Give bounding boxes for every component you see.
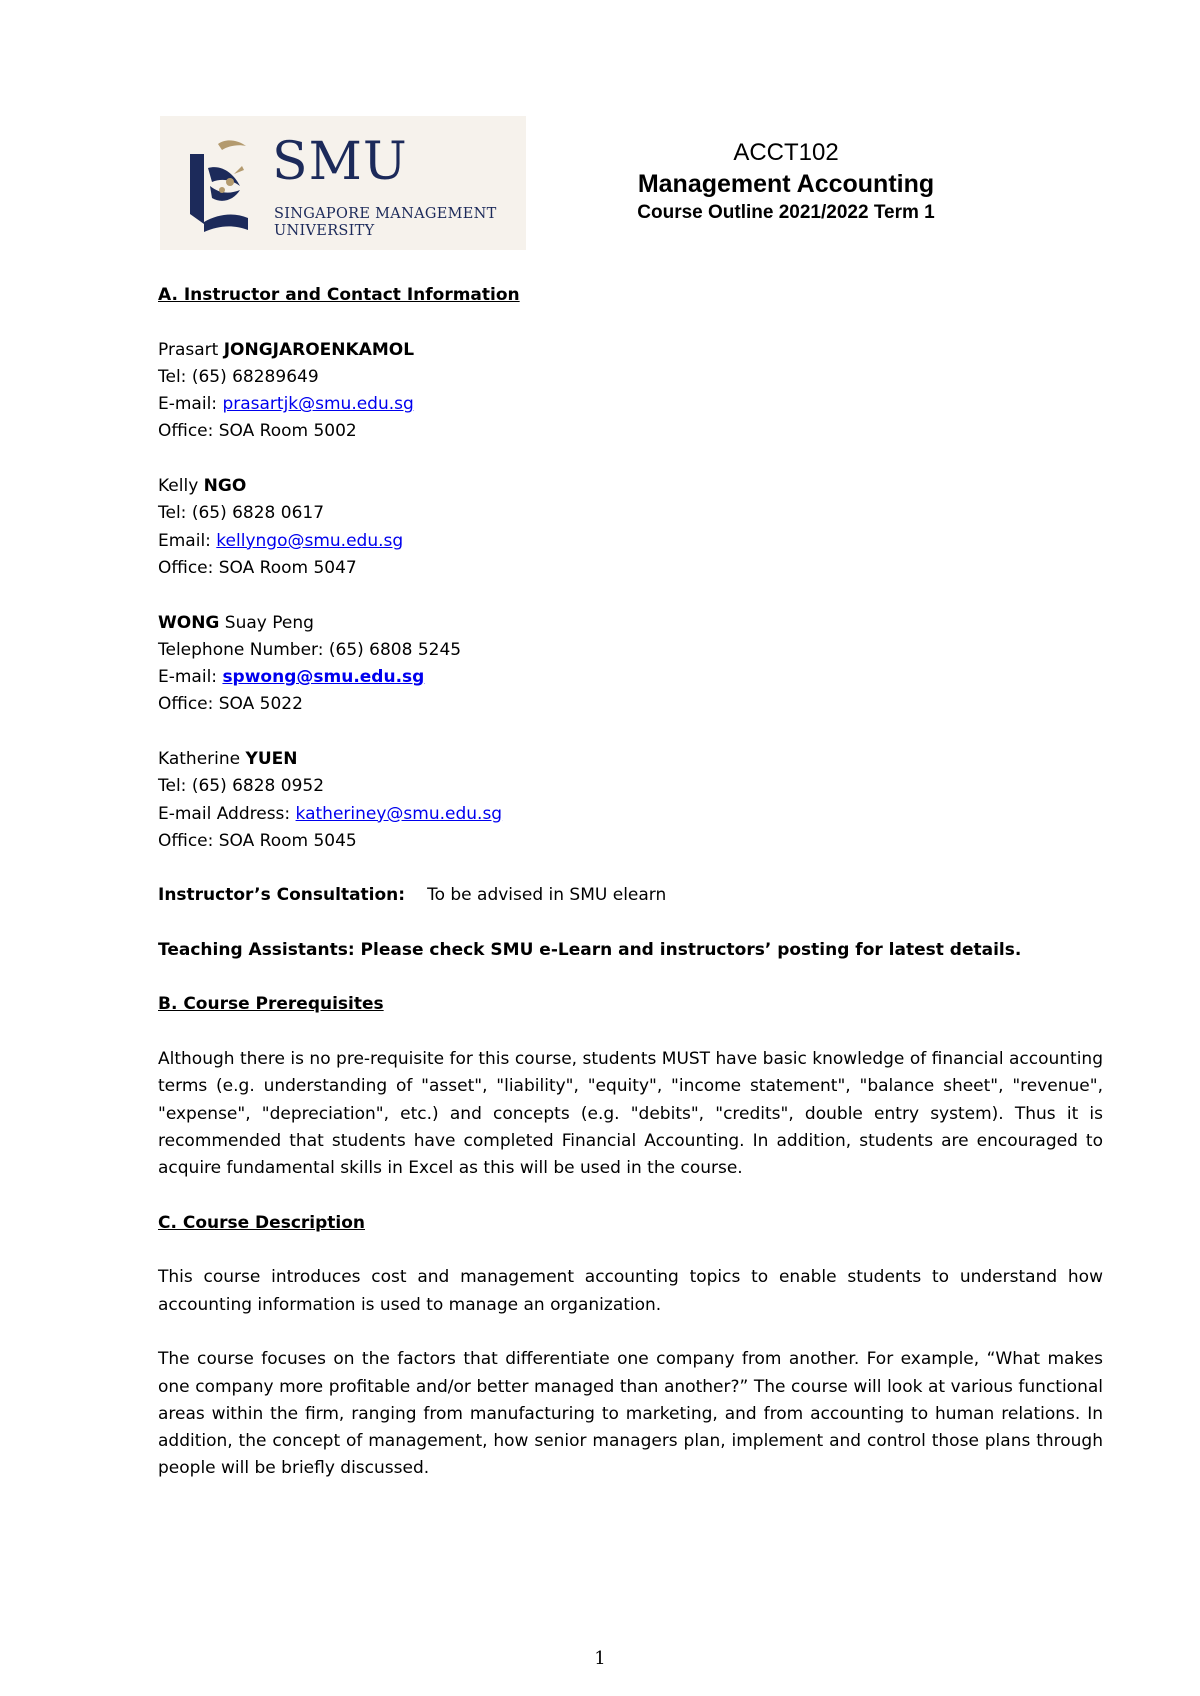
logo-wordmark: SMU <box>272 132 408 192</box>
tel-label: Tel: <box>158 366 192 387</box>
instructor-tel <box>158 364 1103 391</box>
instructor-name <box>158 473 1103 500</box>
email-label: E-mail: <box>158 667 223 688</box>
tel-value: (65) 6828 0617 <box>191 503 325 524</box>
tel-value: (65) 6828 0952 <box>191 776 325 797</box>
consultation-line <box>158 882 1103 909</box>
instructor-last-name: NGO <box>203 476 247 497</box>
instructor-email <box>158 391 1103 418</box>
instructor-tel <box>158 637 1103 664</box>
description-paragraph-1: This course introduces cost and management accounting topics to enable students to understand how accounting information is used to manage an organization. <box>158 1267 1103 1315</box>
consultation-label: Instructor’s Consultation: <box>158 885 406 906</box>
email-link[interactable]: prasartjk@smu.edu.sg <box>222 394 414 415</box>
instructor-office: Office: SOA Room 5002 <box>158 421 357 442</box>
logo-subline-1: SINGAPORE MANAGEMENT <box>274 206 497 222</box>
smu-crest-icon <box>182 134 262 234</box>
description-paragraph-2: The course focuses on the factors that differentiate one company from another. For example, “What makes one company more profitable and/or better managed than another?” The course will look at various functional areas within the firm, ranging from manufacturing to marketing, and from accounting to human relations. In addition, the concept of management, how senior managers plan, implement and control those plans through people will be briefly discussed. <box>158 1349 1103 1479</box>
course-code: ACCT102 <box>733 139 839 166</box>
instructor-first-name: Katherine <box>158 749 246 770</box>
email-link[interactable]: spwong@smu.edu.sg <box>222 667 425 688</box>
instructor-name <box>158 610 1103 637</box>
instructor-office: Office: SOA Room 5045 <box>158 830 357 851</box>
prerequisites-paragraph: Although there is no pre-requisite for this course, students MUST have basic knowledge of financial accounting terms (e.g. understanding of "asset", "liability", "equity", "income statement", "balance sheet", "revenue", "expense", "depreciation", etc.) and concepts (e.g. "debits", "credits", double entry system). Thus it is recommended that students have completed Financial Accounting. In addition, students are encouraged to acquire fundamental skills in Excel as this will be used in the course. <box>158 1049 1103 1179</box>
tel-label: Telephone Number: <box>158 639 329 660</box>
instructor-email <box>158 664 1103 691</box>
instructor-name <box>158 746 1103 773</box>
instructor-email <box>158 801 1103 828</box>
instructor-tel <box>158 500 1103 527</box>
instructor-first-name: Suay Peng <box>219 612 314 633</box>
instructor-last-name: WONG <box>158 612 220 633</box>
course-outline-term: Course Outline 2021/2022 Term 1 <box>637 202 935 223</box>
email-label: Email: <box>158 530 217 551</box>
section-a-heading: A. Instructor and Contact Information <box>158 285 520 305</box>
instructor-email <box>158 528 1103 555</box>
instructor-office: Office: SOA Room 5047 <box>158 557 357 578</box>
instructor-last-name: YUEN <box>245 749 298 770</box>
email-label: E-mail: <box>158 394 223 415</box>
tel-label: Tel: <box>158 503 192 524</box>
tel-value: (65) 6808 5245 <box>328 639 462 660</box>
instructor-first-name: Kelly <box>158 476 204 497</box>
instructor-name <box>158 337 1103 364</box>
tel-label: Tel: <box>158 776 192 797</box>
logo-subline-2: UNIVERSITY <box>274 223 375 239</box>
instructor-office: Office: SOA 5022 <box>158 694 303 715</box>
instructor-first-name: Prasart <box>158 339 224 360</box>
teaching-assistants-note: Teaching Assistants: Please check SMU e-Learn and instructors’ posting for latest details. <box>158 939 1022 960</box>
tel-value: (65) 68289649 <box>191 366 319 387</box>
email-link[interactable]: kellyngo@smu.edu.sg <box>216 530 404 551</box>
page-number: 1 <box>594 1648 606 1669</box>
section-b-heading: B. Course Prerequisites <box>158 994 384 1015</box>
instructor-tel <box>158 773 1103 800</box>
consultation-value: To be advised in SMU elearn <box>427 885 667 906</box>
course-name: Management Accounting <box>637 170 935 198</box>
title-block <box>600 138 972 226</box>
email-label: E-mail Address: <box>158 803 296 824</box>
smu-logo <box>160 116 526 250</box>
email-link[interactable]: katheriney@smu.edu.sg <box>295 803 503 824</box>
document-body <box>158 282 1103 1483</box>
instructor-last-name: JONGJAROENKAMOL <box>223 339 415 360</box>
section-c-heading: C. Course Description <box>158 1212 366 1233</box>
